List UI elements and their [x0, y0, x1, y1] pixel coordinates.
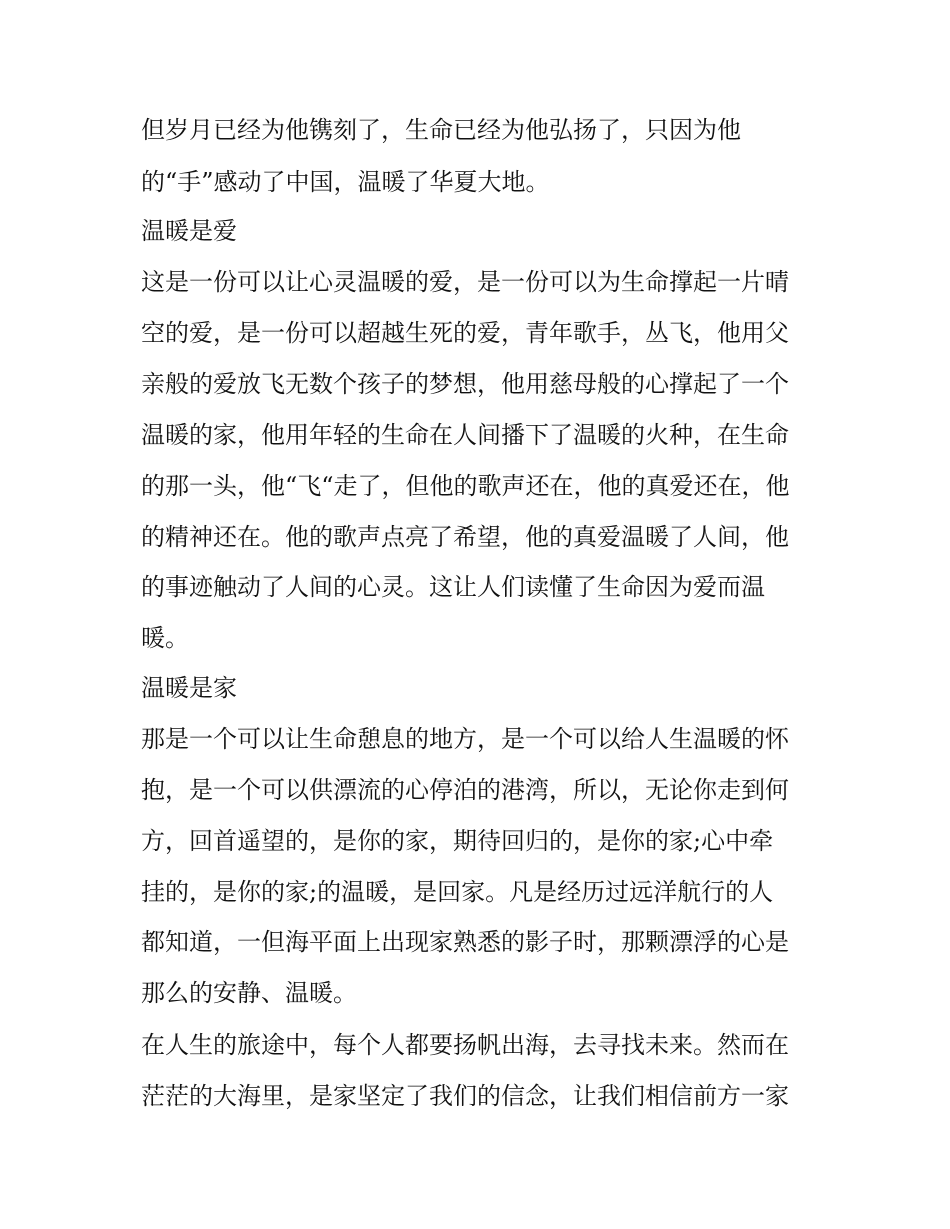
- text-line: 那是一个可以让生命憩息的地方，是一个可以给人生温暖的怀: [141, 725, 789, 753]
- text-line: 暖。: [141, 624, 189, 652]
- text-line: 挂的，是你的家;的温暖，是回家。凡是经历过远洋航行的人: [141, 878, 774, 906]
- text-line: 的那一头，他“飞“走了，但他的歌声还在，他的真爱还在，他: [141, 472, 790, 500]
- text-line: 亲般的爱放飞无数个孩子的梦想，他用慈母般的心撑起了一个: [141, 370, 789, 398]
- text-line: 那么的安静、温暖。: [141, 979, 357, 1007]
- text-line: 都知道，一但海平面上出现家熟悉的影子时，那颗漂浮的心是: [141, 928, 789, 956]
- text-line: 茫茫的大海里，是家坚定了我们的信念，让我们相信前方一家: [141, 1082, 789, 1110]
- text-line: 空的爱，是一份可以超越生死的爱，青年歌手，丛飞，他用父: [141, 319, 789, 347]
- text-line: 的“手”感动了中国，温暖了华夏大地。: [141, 168, 550, 196]
- text-line: 在人生的旅途中，每个人都要扬帆出海，去寻找未来。然而在: [141, 1031, 789, 1059]
- text-line: 温暖的家，他用年轻的生命在人间播下了温暖的火种，在生命: [141, 421, 789, 449]
- section-heading: 温暖是家: [141, 674, 237, 702]
- text-line: 的精神还在。他的歌声点亮了希望，他的真爱温暖了人间，他: [141, 523, 789, 551]
- text-line: 的事迹触动了人间的心灵。这让人们读懂了生命因为爱而温: [141, 573, 765, 601]
- text-line: 这是一份可以让心灵温暖的爱，是一份可以为生命撑起一片晴: [141, 268, 789, 296]
- text-line: 抱，是一个可以供漂流的心停泊的港湾，所以，无论你走到何: [141, 776, 789, 804]
- section-heading: 温暖是爱: [141, 217, 237, 245]
- text-line: 但岁月已经为他镌刻了，生命已经为他弘扬了，只因为他: [141, 116, 741, 144]
- text-line: 方，回首遥望的，是你的家，期待回归的，是你的家;心中牵: [141, 827, 774, 855]
